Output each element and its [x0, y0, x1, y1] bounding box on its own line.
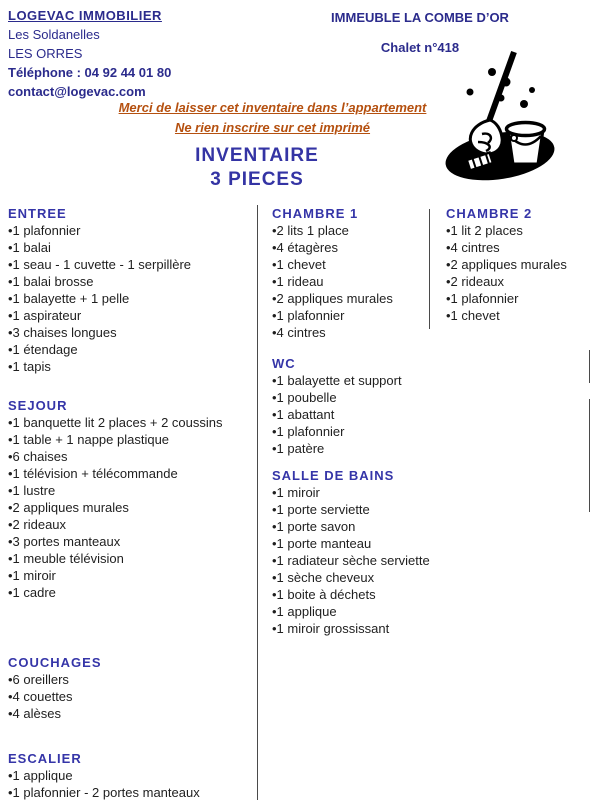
inventory-column-middle — [272, 205, 430, 637]
inventory-item: •2 appliques murales — [272, 291, 393, 306]
inventory-section — [8, 205, 250, 375]
inventory-item: •1 applique — [272, 604, 337, 619]
inventory-item: •1 seau - 1 cuvette - 1 serpillère — [8, 257, 192, 272]
agency-residence: Les Soldanelles — [8, 27, 100, 42]
right-edge-line — [589, 350, 590, 383]
inventory-section — [272, 205, 424, 341]
inventory-item: •2 appliques murales — [8, 500, 129, 515]
inventory-item: •1 porte savon — [272, 519, 356, 534]
inventory-item: •2 rideaux — [8, 517, 67, 532]
inventory-item: •2 appliques murales — [446, 257, 567, 272]
notice-line-1: Merci de laisser cet inventaire dans l’appartement — [118, 100, 427, 115]
agency-city: LES ORRES — [8, 46, 83, 61]
inventory-item: •4 alèses — [8, 706, 61, 721]
inventory-item: •2 lits 1 place — [272, 223, 349, 238]
inventory-item: •1 tapis — [8, 359, 51, 374]
inventory-item: •1 plafonnier — [272, 424, 345, 439]
page-title-line-2: 3 PIECES — [210, 169, 304, 190]
inventory-item: •6 oreillers — [8, 672, 69, 687]
inventory-item: •1 rideau — [272, 274, 324, 289]
inventory-item: •3 chaises longues — [8, 325, 117, 340]
inventory-item: •1 miroir — [8, 568, 56, 583]
inventory-section — [8, 750, 250, 800]
inventory-item: •1 balayette et support — [272, 373, 402, 388]
inventory-section — [8, 654, 250, 722]
inventory-item: •1 meuble télévision — [8, 551, 124, 566]
inventory-item: •1 applique — [8, 768, 73, 783]
inventory-section — [272, 467, 430, 637]
inventory-item: •1 radiateur sèche serviette — [272, 553, 430, 568]
section-heading: CHAMBRE 2 — [446, 206, 533, 221]
inventory-item: •1 aspirateur — [8, 308, 82, 323]
section-heading: SEJOUR — [8, 398, 68, 413]
inventory-item: •3 portes manteaux — [8, 534, 121, 549]
inventory-item: •1 télévision + télécommande — [8, 466, 178, 481]
page-title-line-1: INVENTAIRE — [195, 145, 319, 166]
inventory-section — [446, 205, 598, 324]
inventory-section — [272, 355, 424, 457]
inventory-item: •1 sèche cheveux — [272, 570, 375, 585]
page-title — [0, 144, 514, 192]
inventory-item: •1 plafonnier - 2 portes manteaux — [8, 785, 200, 800]
column-divider — [429, 209, 430, 329]
inventory-item: •1 patère — [272, 441, 325, 456]
section-heading: ENTREE — [8, 206, 67, 221]
agency-phone: Téléphone : 04 92 44 01 80 — [8, 65, 172, 80]
inventory-item: •1 abattant — [272, 407, 335, 422]
inventory-item: •1 chevet — [446, 308, 500, 323]
section-heading: CHAMBRE 1 — [272, 206, 359, 221]
inventory-item: •1 balai brosse — [8, 274, 94, 289]
inventory-item: •1 boite à déchets — [272, 587, 376, 602]
inventory-column-left — [8, 205, 250, 800]
inventory-item: •1 plafonnier — [8, 223, 81, 238]
agency-name: LOGEVAC IMMOBILIER — [8, 8, 162, 23]
inventory-item: •4 couettes — [8, 689, 73, 704]
chalet-number: Chalet n°418 — [380, 40, 460, 55]
inventory-item: •1 porte manteau — [272, 536, 372, 551]
inventory-item: •1 balayette + 1 pelle — [8, 291, 130, 306]
inventory-item: •1 plafonnier — [446, 291, 519, 306]
agency-email: contact@logevac.com — [8, 84, 146, 99]
inventory-item: •1 étendage — [8, 342, 78, 357]
notice-block — [0, 98, 545, 137]
inventory-item: •1 cadre — [8, 585, 56, 600]
inventory-section — [8, 397, 250, 601]
section-heading: COUCHAGES — [8, 655, 102, 670]
inventory-item: •6 chaises — [8, 449, 68, 464]
inventory-item: •1 poubelle — [272, 390, 337, 405]
right-edge-line — [589, 399, 590, 512]
inventory-item: •1 lustre — [8, 483, 56, 498]
column-divider — [257, 205, 258, 800]
section-heading: ESCALIER — [8, 751, 82, 766]
agency-header-block — [8, 6, 171, 101]
inventory-item: •1 banquette lit 2 places + 2 coussins — [8, 415, 223, 430]
inventory-item: •1 porte serviette — [272, 502, 370, 517]
inventory-item: •1 balai — [8, 240, 51, 255]
inventory-item: •4 cintres — [272, 325, 326, 340]
inventory-item: •4 étagères — [272, 240, 338, 255]
building-name: IMMEUBLE LA COMBE D’OR — [331, 10, 509, 25]
inventory-item: •1 miroir — [272, 485, 320, 500]
inventory-column-right — [446, 205, 598, 324]
inventory-item: •1 chevet — [272, 257, 326, 272]
section-heading: SALLE DE BAINS — [272, 468, 395, 483]
notice-line-2: Ne rien inscrire sur cet imprimé — [174, 119, 371, 135]
inventory-item: •1 table + 1 nappe plastique — [8, 432, 170, 447]
inventory-item: •1 miroir grossissant — [272, 621, 390, 636]
inventory-item: •2 rideaux — [446, 274, 505, 289]
inventory-item: •1 plafonnier — [272, 308, 345, 323]
inventory-item: •4 cintres — [446, 240, 500, 255]
section-heading: WC — [272, 356, 296, 371]
inventory-item: •1 lit 2 places — [446, 223, 523, 238]
